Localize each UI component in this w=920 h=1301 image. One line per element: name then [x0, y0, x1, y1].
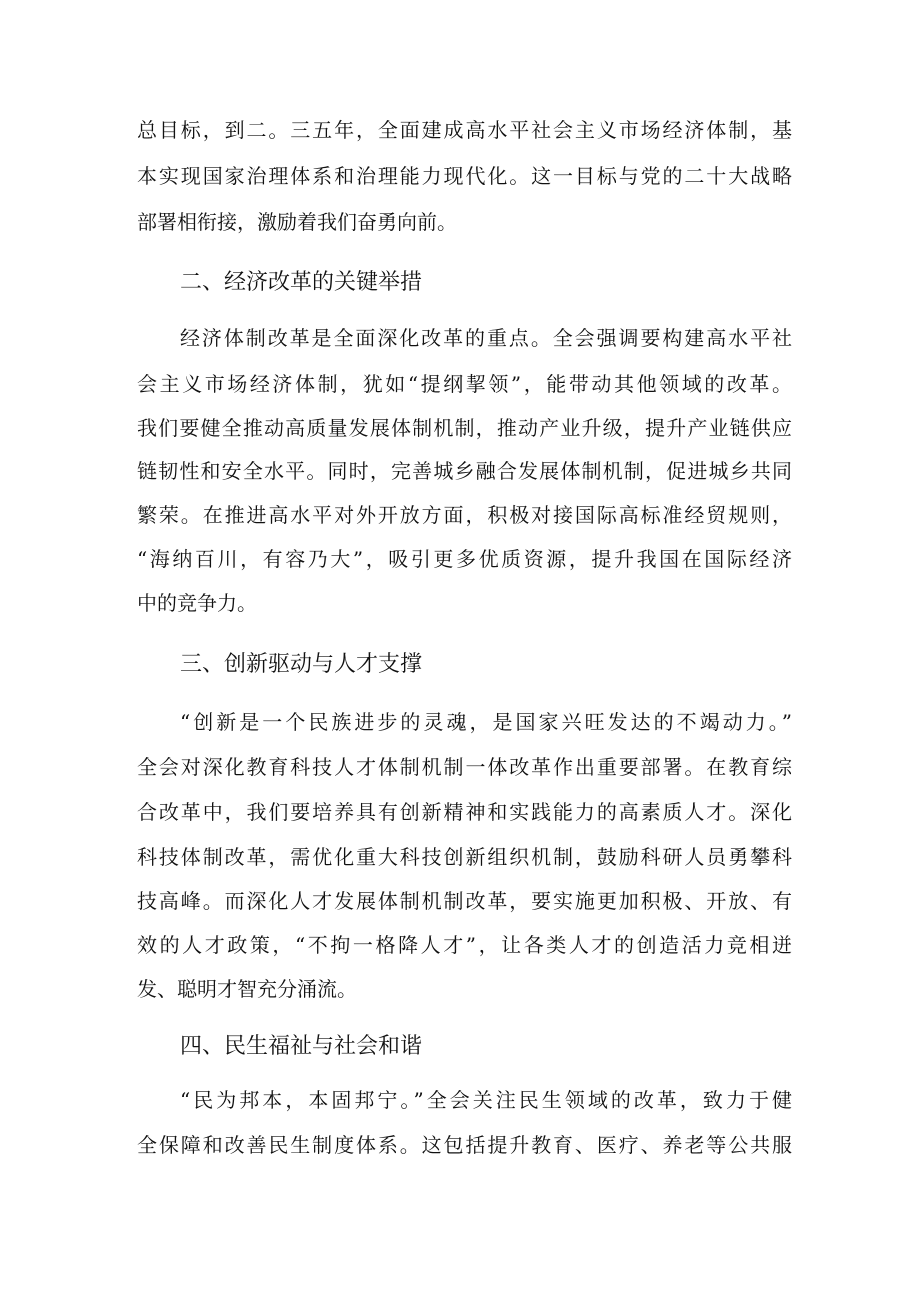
- paragraph-line: 全保障和改善民生制度体系。这包括提升教育、医疗、养老等公共服: [137, 1133, 792, 1157]
- paragraph-line: 经济体制改革是全面深化改革的重点。全会强调要构建高水平社: [180, 326, 792, 350]
- paragraph-line: 中的竞争力。: [137, 591, 257, 615]
- paragraph-line: 效的人才政策，“不拘一格降人才”，让各类人才的创造活力竞相迸: [137, 933, 792, 957]
- paragraph-line: 我们要健全推动高质量发展体制机制，推动产业升级，提升产业链供应: [137, 416, 792, 440]
- section-heading: 四、民生福祉与社会和谐: [180, 1034, 423, 1059]
- section-heading: 三、创新驱动与人才支撑: [180, 652, 423, 677]
- paragraph-line: 会主义市场经济体制，犹如“提纲挈领”，能带动其他领域的改革。: [137, 372, 792, 396]
- section-heading: 二、经济改革的关键举措: [180, 270, 423, 295]
- paragraph-line: 科技体制改革，需优化重大科技创新组织机制，鼓励科研人员勇攀科: [137, 845, 792, 869]
- paragraph-line: “海纳百川，有容乃大”，吸引更多优质资源，提升我国在国际经济: [137, 547, 792, 571]
- paragraph-line: 发、聪明才智充分涌流。: [137, 977, 357, 1001]
- paragraph-line: “民为邦本，本固邦宁。”全会关注民生领域的改革，致力于健: [180, 1088, 792, 1112]
- paragraph-line: 部署相衔接，激励着我们奋勇向前。: [137, 210, 457, 234]
- paragraph-line: 繁荣。在推进高水平对外开放方面，积极对接国际高标准经贸规则，: [137, 503, 792, 527]
- paragraph-line: 全会对深化教育科技人才体制机制一体改革作出重要部署。在教育综: [137, 755, 792, 779]
- paragraph-line: 本实现国家治理体系和治理能力现代化。这一目标与党的二十大战略: [137, 164, 792, 188]
- paragraph-line: 链韧性和安全水平。同时，完善城乡融合发展体制机制，促进城乡共同: [137, 459, 792, 483]
- paragraph-line: 总目标，到二。三五年，全面建成高水平社会主义市场经济体制，基: [137, 118, 792, 142]
- paragraph-line: 技高峰。而深化人才发展体制机制改革，要实施更加积极、开放、有: [137, 889, 792, 913]
- paragraph-line: 合改革中，我们要培养具有创新精神和实践能力的高素质人才。深化: [137, 800, 792, 824]
- paragraph-line: “创新是一个民族进步的灵魂，是国家兴旺发达的不竭动力。”: [180, 710, 792, 734]
